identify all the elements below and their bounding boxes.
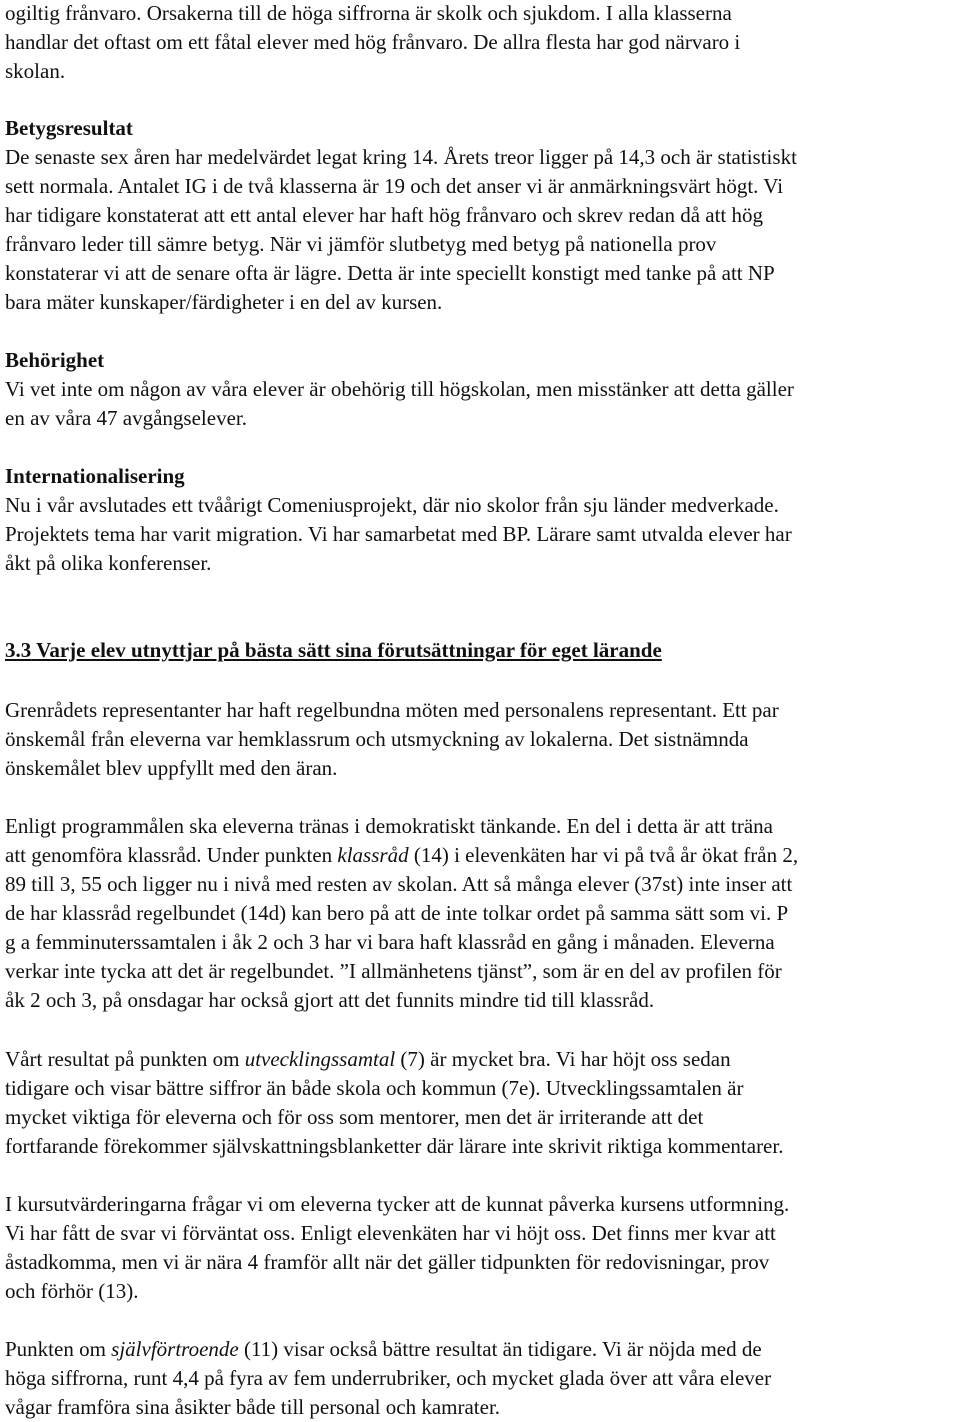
text-line: höga siffrorna, runt 4,4 på fyra av fem underrubriker, och mycket glada över att våra elever — [5, 1366, 772, 1390]
text-run: att genomföra klassråd. Under punkten — [5, 843, 338, 867]
text-line: mycket viktiga för eleverna och för oss som mentorer, men det är irriterande att det — [5, 1105, 704, 1129]
text-line: har tidigare konstaterat att ett antal elever har haft hög frånvaro och skrev redan då att hög — [5, 203, 763, 227]
text-line — [5, 1047, 731, 1071]
text-line: vågar framföra sina åsikter både till personal och kamrater. — [5, 1395, 501, 1419]
text-line: skolan. — [5, 59, 66, 83]
text-line: verkar inte tycka att det är regelbundet. ”I allmänhetens tjänst”, som är en del av profilen för — [5, 959, 782, 983]
text-line: Vi vet inte om någon av våra elever är obehörig till högskolan, men misstänker att detta gäller — [5, 377, 794, 401]
text-line: sett normala. Antalet IG i de två klasserna är 19 och det anser vi är anmärkningsvärt högt. Vi — [5, 174, 784, 198]
text-line: frånvaro leder till sämre betyg. När vi jämför slutbetyg med betyg på nationella prov — [5, 232, 717, 256]
text-line: Projektets tema har varit migration. Vi har samarbetat med BP. Lärare samt utvalda elever har — [5, 522, 792, 546]
text-line: fortfarande förekommer självskattningsblanketter där lärare inte skrivit riktiga kommentarer. — [5, 1134, 784, 1158]
text-line: 89 till 3, 55 och ligger nu i nivå med resten av skolan. Att så många elever (37st) inte inser att — [5, 872, 793, 896]
text-line: tidigare och visar bättre siffror än både skola och kommun (7e). Utvecklingssamtalen är — [5, 1076, 744, 1100]
text-line: handlar det oftast om ett fåtal elever med hög frånvaro. De allra flesta har god närvaro i — [5, 30, 741, 54]
text-line: åk 2 och 3, på onsdagar har också gjort att det funnits mindre tid till klassråd. — [5, 988, 655, 1012]
text-line: g a femminuterssamtalen i åk 2 och 3 har vi bara haft klassråd en gång i månaden. Eleverna — [5, 930, 775, 954]
text-line: Nu i vår avslutades ett tvåårigt Comeniusprojekt, där nio skolor från sju länder medverkade. — [5, 493, 779, 517]
text-run: (7) är mycket bra. Vi har höjt oss sedan — [395, 1047, 731, 1071]
text-line: en av våra 47 avgångselever. — [5, 406, 247, 430]
text-line: åkt på olika konferenser. — [5, 551, 212, 575]
text-line: och förhör (13). — [5, 1279, 139, 1303]
text-line: Grenrådets representanter har haft regelbundna möten med personalens representant. Ett par — [5, 698, 779, 722]
text-line: Vi har fått de svar vi förväntat oss. Enligt elevenkäten har vi höjt oss. Det finns mer kvar att — [5, 1221, 776, 1245]
text-line: I kursutvärderingarna frågar vi om eleverna tycker att de kunnat påverka kursens utformning. — [5, 1192, 790, 1216]
text-line: åstadkomma, men vi är nära 4 framför allt när det gäller tidpunkten för redovisningar, prov — [5, 1250, 770, 1274]
text-run: (14) i elevenkäten har vi på två år ökat från 2, — [408, 843, 799, 867]
italic-term-klassrad: klassråd — [337, 843, 409, 867]
italic-term-utvecklingssamtal: utvecklingssamtal — [244, 1047, 396, 1071]
text-run: Punkten om — [5, 1337, 112, 1361]
subheading-internationalisering: Internationalisering — [5, 464, 185, 488]
text-line: önskemålet blev uppfyllt med den äran. — [5, 756, 338, 780]
section-number: 3.3 — [5, 638, 32, 662]
text-line: de har klassråd regelbundet (14d) kan bero på att de inte tolkar ordet på samma sätt som vi. P — [5, 901, 789, 925]
text-line: ogiltig frånvaro. Orsakerna till de höga siffrorna är skolk och sjukdom. I alla klasserna — [5, 1, 732, 25]
section-title: Varje elev utnyttjar på bästa sätt sina förutsättningar för eget lärande — [36, 638, 662, 662]
text-run: Vårt resultat på punkten om — [5, 1047, 245, 1071]
italic-term-sjalvfortroende: självförtroende — [111, 1337, 239, 1361]
text-line — [5, 843, 798, 867]
subheading-behorighet: Behörighet — [5, 348, 105, 372]
text-line: konstaterar vi att de senare ofta är lägre. Detta är inte speciellt konstigt med tanke på att NP — [5, 261, 775, 285]
text-line — [5, 1337, 762, 1361]
text-line: önskemål från eleverna var hemklassrum och utsmyckning av lokalerna. Det sistnämnda — [5, 727, 749, 751]
text-run: (11) visar också bättre resultat än tidigare. Vi är nöjda med de — [238, 1337, 762, 1361]
section-heading — [5, 638, 662, 662]
text-line: bara mäter kunskaper/färdigheter i en del av kursen. — [5, 290, 443, 314]
text-line: De senaste sex åren har medelvärdet legat kring 14. Årets treor ligger på 14,3 och är statistiskt — [5, 145, 797, 169]
subheading-betygsresultat: Betygsresultat — [5, 116, 133, 140]
text-line: Enligt programmålen ska eleverna tränas i demokratiskt tänkande. En del i detta är att träna — [5, 814, 773, 838]
